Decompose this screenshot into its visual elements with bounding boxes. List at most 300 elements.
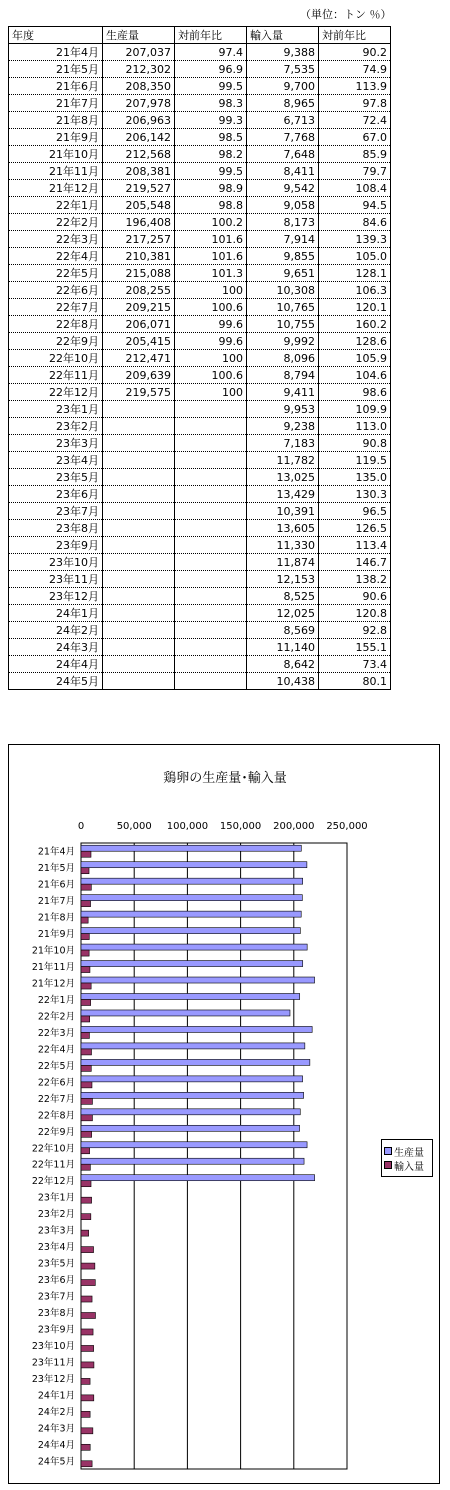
cell-year: 23年6月 bbox=[9, 486, 103, 503]
bar-chart bbox=[9, 745, 441, 1485]
y-tick-label: 22年5月 bbox=[37, 1060, 75, 1072]
bar-production bbox=[81, 1010, 290, 1016]
header-import-yoy: 対前年比 bbox=[319, 27, 391, 44]
table-row bbox=[9, 197, 391, 214]
y-tick-label: 21年10月 bbox=[31, 945, 75, 957]
bar-import bbox=[81, 967, 90, 973]
cell-import-yoy: 120.1 bbox=[319, 299, 391, 316]
bar-import bbox=[81, 1082, 92, 1088]
cell-import: 10,308 bbox=[247, 282, 319, 299]
x-tick-label: 100,000 bbox=[166, 821, 209, 832]
cell-year: 22年1月 bbox=[9, 197, 103, 214]
cell-year: 22年11月 bbox=[9, 367, 103, 384]
bar-import bbox=[81, 1378, 90, 1384]
legend-label-import: 輸入量 bbox=[394, 1161, 424, 1173]
cell-year: 22年10月 bbox=[9, 350, 103, 367]
cell-production: 217,257 bbox=[103, 231, 175, 248]
cell-import-yoy: 138.2 bbox=[319, 571, 391, 588]
bar-import bbox=[81, 1016, 90, 1022]
bar-import bbox=[81, 1115, 92, 1121]
cell-production-yoy: 99.3 bbox=[175, 112, 247, 129]
cell-year: 24年3月 bbox=[9, 639, 103, 656]
cell-production bbox=[103, 554, 175, 571]
cell-production bbox=[103, 435, 175, 452]
cell-production-yoy bbox=[175, 622, 247, 639]
bar-import bbox=[81, 1131, 92, 1137]
cell-import-yoy: 160.2 bbox=[319, 316, 391, 333]
cell-import-yoy: 92.8 bbox=[319, 622, 391, 639]
cell-year: 22年3月 bbox=[9, 231, 103, 248]
table-header-row bbox=[9, 27, 391, 44]
bar-import bbox=[81, 1000, 91, 1006]
bar-production bbox=[81, 911, 301, 917]
cell-import-yoy: 113.0 bbox=[319, 418, 391, 435]
table-row bbox=[9, 146, 391, 163]
legend-item-import bbox=[384, 1158, 430, 1172]
y-tick-label: 23年11月 bbox=[31, 1357, 75, 1369]
table-body bbox=[9, 44, 391, 690]
cell-import-yoy: 128.1 bbox=[319, 265, 391, 282]
bar-production bbox=[81, 895, 302, 901]
cell-year: 21年10月 bbox=[9, 146, 103, 163]
bar-import bbox=[81, 1329, 93, 1335]
y-tick-label: 21年7月 bbox=[37, 896, 75, 908]
cell-import: 13,025 bbox=[247, 469, 319, 486]
table-row bbox=[9, 163, 391, 180]
bar-import bbox=[81, 1263, 95, 1269]
y-tick-label: 24年3月 bbox=[37, 1423, 75, 1435]
cell-production: 212,302 bbox=[103, 61, 175, 78]
cell-import: 8,096 bbox=[247, 350, 319, 367]
cell-production-yoy: 99.6 bbox=[175, 333, 247, 350]
unit-note: （単位：トン ％） bbox=[300, 8, 392, 21]
cell-production-yoy bbox=[175, 571, 247, 588]
y-tick-label: 21年8月 bbox=[37, 912, 75, 924]
cell-production bbox=[103, 571, 175, 588]
cell-import-yoy: 97.8 bbox=[319, 95, 391, 112]
cell-production-yoy bbox=[175, 452, 247, 469]
y-tick-label: 22年12月 bbox=[31, 1176, 75, 1188]
cell-production: 210,381 bbox=[103, 248, 175, 265]
cell-import-yoy: 84.6 bbox=[319, 214, 391, 231]
bar-import bbox=[81, 1214, 91, 1220]
cell-production bbox=[103, 520, 175, 537]
cell-production-yoy: 100 bbox=[175, 282, 247, 299]
bar-production bbox=[81, 1092, 304, 1098]
cell-production-yoy bbox=[175, 656, 247, 673]
cell-year: 22年5月 bbox=[9, 265, 103, 282]
bar-production bbox=[81, 1158, 304, 1164]
bar-import bbox=[81, 1049, 91, 1055]
cell-production bbox=[103, 469, 175, 486]
table-row bbox=[9, 520, 391, 537]
cell-import: 11,330 bbox=[247, 537, 319, 554]
cell-import: 8,794 bbox=[247, 367, 319, 384]
cell-import: 13,429 bbox=[247, 486, 319, 503]
table-row bbox=[9, 554, 391, 571]
cell-import: 13,605 bbox=[247, 520, 319, 537]
table-row bbox=[9, 486, 391, 503]
cell-import-yoy: 105.0 bbox=[319, 248, 391, 265]
cell-production: 196,408 bbox=[103, 214, 175, 231]
cell-production-yoy: 99.5 bbox=[175, 163, 247, 180]
bar-production bbox=[81, 1142, 307, 1148]
cell-import-yoy: 67.0 bbox=[319, 129, 391, 146]
cell-production: 209,215 bbox=[103, 299, 175, 316]
header-year: 年度 bbox=[9, 27, 103, 44]
legend-swatch-import bbox=[384, 1161, 392, 1169]
cell-import: 8,569 bbox=[247, 622, 319, 639]
bar-import bbox=[81, 1444, 90, 1450]
cell-import: 10,765 bbox=[247, 299, 319, 316]
cell-production-yoy bbox=[175, 469, 247, 486]
bar-import bbox=[81, 884, 91, 890]
y-tick-label: 23年12月 bbox=[31, 1373, 75, 1385]
x-tick-label: 150,000 bbox=[219, 821, 262, 832]
cell-production-yoy: 99.6 bbox=[175, 316, 247, 333]
bar-import bbox=[81, 1411, 90, 1417]
cell-production-yoy: 97.4 bbox=[175, 44, 247, 61]
chart-title: 鶏卵の生産量･輸入量 bbox=[163, 771, 287, 786]
table-row bbox=[9, 333, 391, 350]
bar-production bbox=[81, 928, 300, 934]
table-row bbox=[9, 350, 391, 367]
table-row bbox=[9, 639, 391, 656]
y-tick-label: 23年10月 bbox=[31, 1340, 75, 1352]
cell-year: 21年5月 bbox=[9, 61, 103, 78]
table-row bbox=[9, 401, 391, 418]
x-tick-label: 250,000 bbox=[326, 821, 368, 832]
cell-import: 8,525 bbox=[247, 588, 319, 605]
cell-import: 9,992 bbox=[247, 333, 319, 350]
bar-import bbox=[81, 901, 91, 907]
legend-item-production bbox=[384, 1144, 430, 1158]
cell-year: 23年2月 bbox=[9, 418, 103, 435]
bar-import bbox=[81, 851, 91, 857]
bar-import bbox=[81, 1428, 93, 1434]
bar-import bbox=[81, 1461, 92, 1467]
plot-area bbox=[81, 843, 347, 1469]
cell-import: 8,965 bbox=[247, 95, 319, 112]
cell-import: 6,713 bbox=[247, 112, 319, 129]
y-tick-label: 23年1月 bbox=[37, 1192, 75, 1204]
cell-import: 10,391 bbox=[247, 503, 319, 520]
cell-production-yoy bbox=[175, 588, 247, 605]
bar-import bbox=[81, 1230, 89, 1236]
cell-year: 23年1月 bbox=[9, 401, 103, 418]
cell-production-yoy: 100.6 bbox=[175, 299, 247, 316]
cell-production-yoy: 98.8 bbox=[175, 197, 247, 214]
chart-legend bbox=[381, 1139, 433, 1177]
y-tick-label: 21年6月 bbox=[37, 879, 75, 891]
y-tick-label: 22年3月 bbox=[37, 1027, 75, 1039]
cell-production: 209,639 bbox=[103, 367, 175, 384]
table-row bbox=[9, 299, 391, 316]
cell-import: 8,173 bbox=[247, 214, 319, 231]
table-row bbox=[9, 265, 391, 282]
cell-import-yoy: 79.7 bbox=[319, 163, 391, 180]
bar-import bbox=[81, 1395, 94, 1401]
x-tick-label: 200,000 bbox=[273, 821, 315, 832]
cell-production: 208,255 bbox=[103, 282, 175, 299]
cell-import-yoy: 94.5 bbox=[319, 197, 391, 214]
y-tick-label: 23年4月 bbox=[37, 1242, 75, 1254]
cell-production: 212,568 bbox=[103, 146, 175, 163]
bar-import bbox=[81, 1065, 91, 1071]
y-tick-label: 22年11月 bbox=[31, 1159, 75, 1171]
cell-production-yoy bbox=[175, 673, 247, 690]
cell-production-yoy: 98.3 bbox=[175, 95, 247, 112]
cell-production: 212,471 bbox=[103, 350, 175, 367]
cell-year: 21年11月 bbox=[9, 163, 103, 180]
legend-swatch-production bbox=[384, 1147, 392, 1155]
cell-import: 9,855 bbox=[247, 248, 319, 265]
table-row bbox=[9, 316, 391, 333]
cell-import: 7,535 bbox=[247, 61, 319, 78]
cell-production: 206,963 bbox=[103, 112, 175, 129]
cell-import: 9,411 bbox=[247, 384, 319, 401]
cell-year: 21年9月 bbox=[9, 129, 103, 146]
bar-import bbox=[81, 868, 89, 874]
cell-import-yoy: 128.6 bbox=[319, 333, 391, 350]
cell-year: 22年4月 bbox=[9, 248, 103, 265]
cell-production-yoy bbox=[175, 435, 247, 452]
cell-import: 9,388 bbox=[247, 44, 319, 61]
cell-year: 21年12月 bbox=[9, 180, 103, 197]
table-row bbox=[9, 452, 391, 469]
y-tick-label: 24年4月 bbox=[37, 1439, 75, 1451]
cell-production: 206,071 bbox=[103, 316, 175, 333]
bar-import bbox=[81, 1148, 90, 1154]
cell-production: 207,037 bbox=[103, 44, 175, 61]
cell-import: 11,782 bbox=[247, 452, 319, 469]
bar-production bbox=[81, 1175, 315, 1181]
cell-year: 23年8月 bbox=[9, 520, 103, 537]
cell-import: 11,140 bbox=[247, 639, 319, 656]
cell-production bbox=[103, 452, 175, 469]
y-tick-label: 22年2月 bbox=[37, 1011, 75, 1023]
y-tick-label: 24年2月 bbox=[37, 1406, 75, 1418]
cell-year: 24年5月 bbox=[9, 673, 103, 690]
cell-import: 9,651 bbox=[247, 265, 319, 282]
table-row bbox=[9, 214, 391, 231]
cell-production: 208,350 bbox=[103, 78, 175, 95]
table-row bbox=[9, 61, 391, 78]
cell-production: 206,142 bbox=[103, 129, 175, 146]
cell-production bbox=[103, 673, 175, 690]
table-row bbox=[9, 605, 391, 622]
y-tick-label: 23年8月 bbox=[37, 1308, 75, 1319]
cell-production-yoy: 100 bbox=[175, 384, 247, 401]
cell-year: 24年4月 bbox=[9, 656, 103, 673]
cell-import: 9,700 bbox=[247, 78, 319, 95]
cell-production: 219,527 bbox=[103, 180, 175, 197]
y-tick-label: 22年7月 bbox=[37, 1093, 75, 1105]
cell-production: 208,381 bbox=[103, 163, 175, 180]
cell-import-yoy: 90.6 bbox=[319, 588, 391, 605]
cell-year: 24年2月 bbox=[9, 622, 103, 639]
table-row bbox=[9, 469, 391, 486]
cell-import: 7,914 bbox=[247, 231, 319, 248]
cell-production-yoy bbox=[175, 639, 247, 656]
cell-year: 22年2月 bbox=[9, 214, 103, 231]
cell-import-yoy: 120.8 bbox=[319, 605, 391, 622]
cell-import-yoy: 109.9 bbox=[319, 401, 391, 418]
table-row bbox=[9, 418, 391, 435]
y-tick-label: 23年2月 bbox=[37, 1209, 75, 1221]
cell-production-yoy bbox=[175, 520, 247, 537]
cell-production bbox=[103, 537, 175, 554]
cell-production bbox=[103, 418, 175, 435]
cell-year: 21年7月 bbox=[9, 95, 103, 112]
cell-import-yoy: 74.9 bbox=[319, 61, 391, 78]
cell-year: 22年12月 bbox=[9, 384, 103, 401]
cell-production: 205,548 bbox=[103, 197, 175, 214]
cell-import-yoy: 98.6 bbox=[319, 384, 391, 401]
data-table bbox=[8, 26, 391, 690]
cell-year: 23年3月 bbox=[9, 435, 103, 452]
cell-import: 8,411 bbox=[247, 163, 319, 180]
x-tick-label: 0 bbox=[77, 821, 85, 832]
y-tick-label: 23年6月 bbox=[37, 1275, 75, 1287]
bar-production bbox=[81, 1076, 303, 1082]
cell-production-yoy: 100.6 bbox=[175, 367, 247, 384]
cell-year: 23年4月 bbox=[9, 452, 103, 469]
bar-production bbox=[81, 1109, 300, 1115]
cell-import: 7,183 bbox=[247, 435, 319, 452]
cell-production bbox=[103, 588, 175, 605]
table-row bbox=[9, 112, 391, 129]
cell-production-yoy: 99.5 bbox=[175, 78, 247, 95]
bar-import bbox=[81, 934, 89, 940]
cell-production-yoy bbox=[175, 605, 247, 622]
cell-production bbox=[103, 639, 175, 656]
cell-year: 21年6月 bbox=[9, 78, 103, 95]
bar-production bbox=[81, 878, 303, 884]
cell-import: 10,438 bbox=[247, 673, 319, 690]
cell-import: 12,153 bbox=[247, 571, 319, 588]
table-row bbox=[9, 622, 391, 639]
cell-import-yoy: 96.5 bbox=[319, 503, 391, 520]
y-tick-label: 22年10月 bbox=[31, 1143, 75, 1155]
bar-import bbox=[81, 1362, 94, 1368]
table-row bbox=[9, 435, 391, 452]
y-tick-label: 24年5月 bbox=[37, 1456, 75, 1468]
y-tick-label: 21年9月 bbox=[37, 929, 75, 941]
bar-import bbox=[81, 1181, 91, 1187]
cell-year: 23年10月 bbox=[9, 554, 103, 571]
cell-production-yoy: 100.2 bbox=[175, 214, 247, 231]
cell-production-yoy bbox=[175, 418, 247, 435]
cell-import-yoy: 113.4 bbox=[319, 537, 391, 554]
bar-import bbox=[81, 1032, 89, 1038]
y-tick-label: 21年5月 bbox=[37, 863, 75, 875]
cell-production-yoy: 101.3 bbox=[175, 265, 247, 282]
y-tick-label: 22年1月 bbox=[37, 995, 75, 1006]
table-row bbox=[9, 367, 391, 384]
cell-production-yoy bbox=[175, 401, 247, 418]
cell-production: 215,088 bbox=[103, 265, 175, 282]
cell-year: 23年12月 bbox=[9, 588, 103, 605]
cell-import-yoy: 126.5 bbox=[319, 520, 391, 537]
table-row bbox=[9, 571, 391, 588]
table-row bbox=[9, 231, 391, 248]
table-row bbox=[9, 180, 391, 197]
bar-production bbox=[81, 1043, 305, 1049]
chart-area bbox=[8, 744, 440, 1484]
cell-import: 9,542 bbox=[247, 180, 319, 197]
cell-production-yoy: 96.9 bbox=[175, 61, 247, 78]
bar-import bbox=[81, 1296, 92, 1302]
cell-import: 8,642 bbox=[247, 656, 319, 673]
table-row bbox=[9, 78, 391, 95]
cell-production: 207,978 bbox=[103, 95, 175, 112]
cell-production: 219,575 bbox=[103, 384, 175, 401]
cell-year: 23年7月 bbox=[9, 503, 103, 520]
cell-year: 21年8月 bbox=[9, 112, 103, 129]
cell-import-yoy: 104.6 bbox=[319, 367, 391, 384]
y-tick-label: 23年9月 bbox=[37, 1324, 75, 1336]
table-row bbox=[9, 503, 391, 520]
bar-import bbox=[81, 950, 89, 956]
y-tick-label: 21年11月 bbox=[31, 962, 75, 974]
bar-import bbox=[81, 1164, 90, 1170]
cell-production-yoy bbox=[175, 503, 247, 520]
table-row bbox=[9, 44, 391, 61]
cell-year: 22年7月 bbox=[9, 299, 103, 316]
x-tick-label: 50,000 bbox=[116, 821, 152, 832]
y-tick-label: 24年1月 bbox=[37, 1390, 75, 1402]
cell-production bbox=[103, 486, 175, 503]
cell-year: 22年9月 bbox=[9, 333, 103, 350]
cell-production-yoy bbox=[175, 486, 247, 503]
table-row bbox=[9, 248, 391, 265]
cell-import-yoy: 105.9 bbox=[319, 350, 391, 367]
table-row bbox=[9, 95, 391, 112]
cell-import-yoy: 108.4 bbox=[319, 180, 391, 197]
cell-year: 21年4月 bbox=[9, 44, 103, 61]
y-tick-label: 22年4月 bbox=[37, 1044, 75, 1056]
bar-import bbox=[81, 917, 88, 923]
table-row bbox=[9, 384, 391, 401]
table-row bbox=[9, 129, 391, 146]
bar-production bbox=[81, 1059, 310, 1065]
bar-production bbox=[81, 961, 303, 967]
cell-import-yoy: 90.8 bbox=[319, 435, 391, 452]
cell-import-yoy: 139.3 bbox=[319, 231, 391, 248]
cell-import-yoy: 113.9 bbox=[319, 78, 391, 95]
y-tick-label: 22年8月 bbox=[37, 1110, 75, 1122]
cell-production bbox=[103, 656, 175, 673]
bar-production bbox=[81, 994, 300, 1000]
cell-year: 22年8月 bbox=[9, 316, 103, 333]
cell-import-yoy: 106.3 bbox=[319, 282, 391, 299]
bar-import bbox=[81, 1313, 95, 1319]
cell-production-yoy bbox=[175, 554, 247, 571]
table-row bbox=[9, 537, 391, 554]
bar-production bbox=[81, 1125, 300, 1131]
bar-import bbox=[81, 1345, 94, 1351]
bar-import bbox=[81, 983, 91, 989]
table-row bbox=[9, 656, 391, 673]
cell-year: 23年11月 bbox=[9, 571, 103, 588]
cell-import: 12,025 bbox=[247, 605, 319, 622]
cell-import: 11,874 bbox=[247, 554, 319, 571]
cell-import: 10,755 bbox=[247, 316, 319, 333]
cell-import-yoy: 90.2 bbox=[319, 44, 391, 61]
table-row bbox=[9, 588, 391, 605]
cell-year: 23年9月 bbox=[9, 537, 103, 554]
